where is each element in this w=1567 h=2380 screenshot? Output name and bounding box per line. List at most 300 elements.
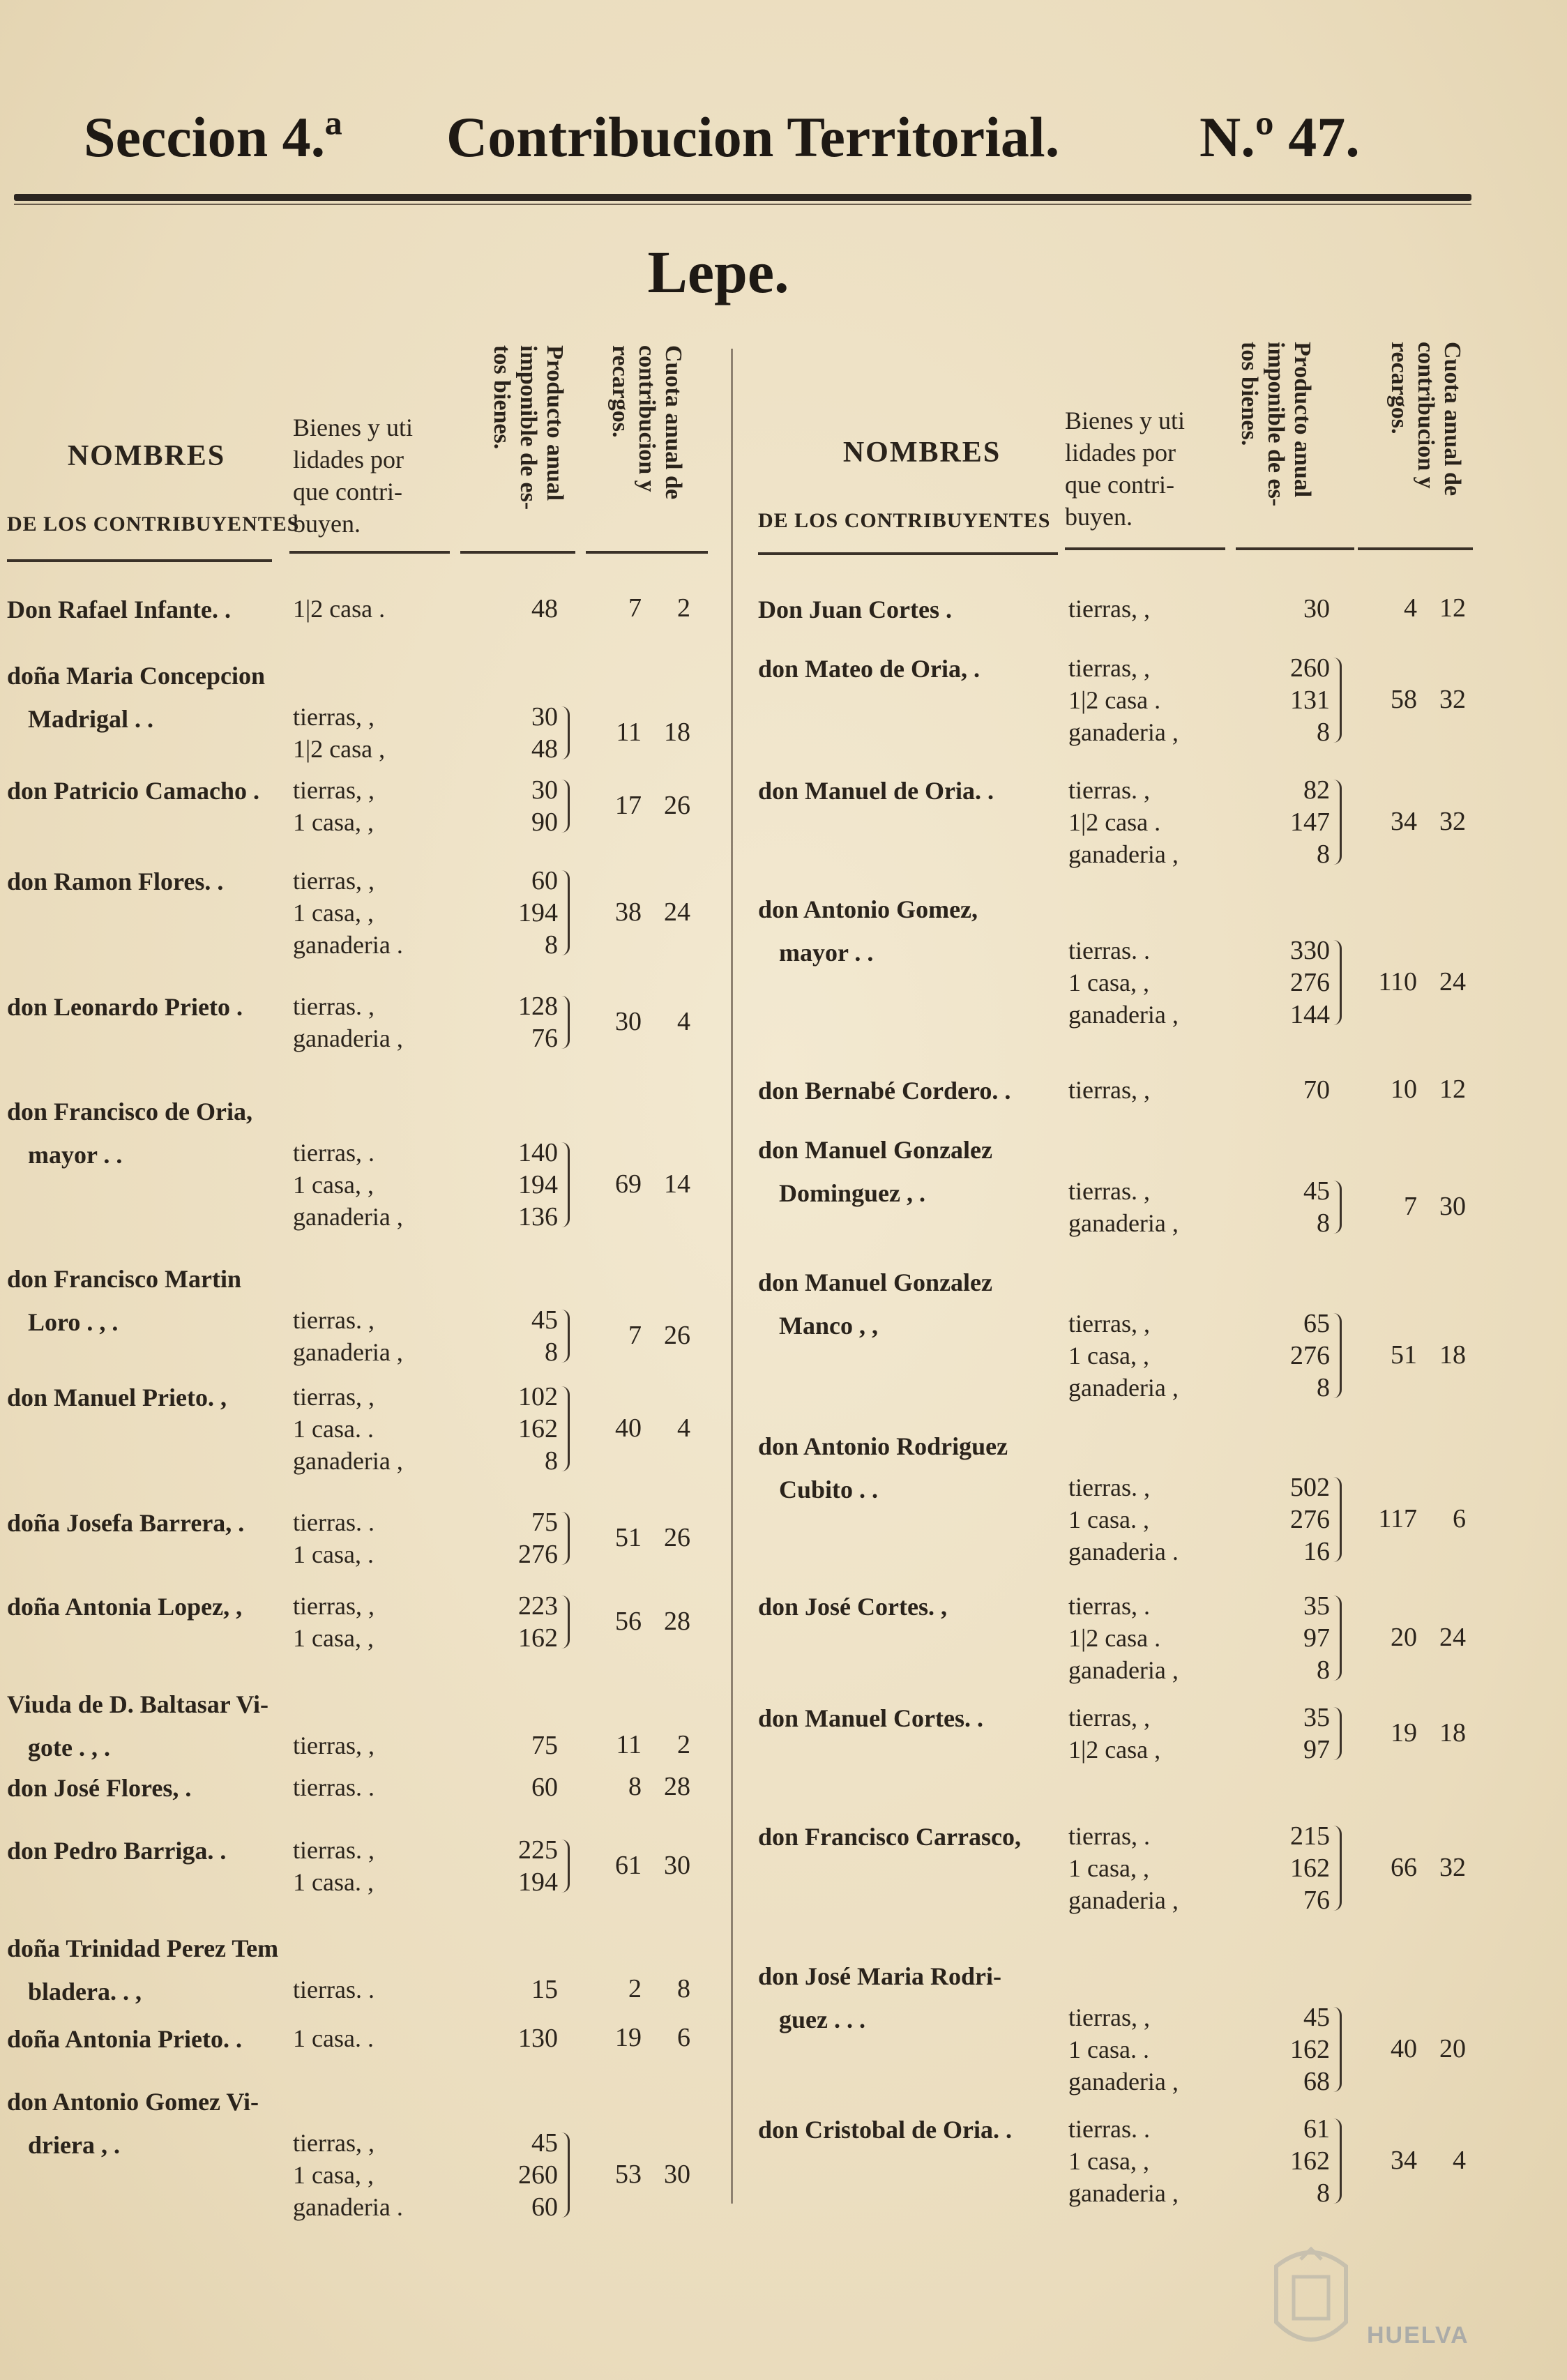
quota-units: 61: [615, 1851, 642, 1880]
quota-value: [593, 593, 690, 623]
goods-item: tierras. ,: [1068, 776, 1150, 804]
product-header: [488, 345, 568, 561]
product-value: 48: [531, 734, 558, 764]
goods-item: tierras. ,: [293, 1306, 374, 1334]
product-value: 136: [518, 1202, 558, 1231]
product-values: [474, 2022, 558, 2054]
quota-value: [593, 1973, 690, 2004]
product-value: 276: [518, 1540, 558, 1569]
quota-units: 34: [1391, 2146, 1417, 2175]
goods-list: [293, 1137, 403, 1233]
contributor-name-line: Madrigal . .: [28, 705, 153, 733]
product-header-line: tos bienes.: [489, 345, 515, 450]
contributor-name: [7, 1381, 227, 1414]
quota-units: 19: [1391, 1718, 1417, 1748]
quota-units: 10: [1391, 1075, 1417, 1104]
goods-list: [1068, 2001, 1179, 2098]
product-values: [474, 774, 558, 838]
goods-item: tierras. .: [1068, 2115, 1150, 2143]
goods-header-line: que contri-: [293, 478, 402, 506]
header-underline: [1236, 547, 1354, 550]
product-value: 15: [531, 1975, 558, 2004]
contributor-name-line: Loro . , .: [28, 1308, 119, 1336]
goods-item: tierras, ,: [293, 776, 374, 804]
grouping-brace: [561, 1840, 570, 1893]
product-value: 194: [518, 898, 558, 927]
product-value: 8: [545, 1446, 558, 1476]
product-values: [1246, 652, 1330, 748]
goods-item: tierras, .: [1068, 1592, 1150, 1620]
contributor-name: [758, 1133, 992, 1210]
product-value: 276: [1290, 968, 1330, 997]
grouping-brace: [1333, 940, 1342, 1025]
product-value: 162: [1290, 2146, 1330, 2176]
header-underline: [1358, 547, 1473, 550]
product-values: [474, 990, 558, 1054]
goods-list: [1068, 1471, 1179, 1568]
quota-cents: 30: [1439, 1192, 1466, 1221]
product-value: 30: [531, 775, 558, 805]
quota-header-line: recargos.: [607, 345, 633, 438]
product-values: [474, 1137, 558, 1233]
quota-value: [1368, 1622, 1466, 1653]
product-header-line: imponible de es-: [1263, 342, 1289, 507]
quota-value: [1368, 1503, 1466, 1534]
quota-cents: 6: [1453, 1504, 1466, 1533]
quota-value: [593, 2022, 690, 2053]
quota-value: [593, 1606, 690, 1637]
product-values: [1246, 1590, 1330, 1686]
quota-value: [1368, 967, 1466, 997]
quota-cents: 12: [1439, 593, 1466, 623]
contributor-name-line: doña Antonia Lopez, ,: [7, 1593, 243, 1621]
goods-item: 1|2 casa .: [1068, 1624, 1161, 1652]
goods-item: tierras. ,: [293, 1836, 374, 1864]
quota-units: 34: [1391, 807, 1417, 836]
product-value: 128: [518, 992, 558, 1021]
product-value: 162: [518, 1623, 558, 1653]
product-value: 260: [518, 2160, 558, 2190]
archive-watermark: HUELVA: [1367, 2322, 1469, 2349]
product-value: 225: [518, 1835, 558, 1865]
town-heading: Lepe.: [647, 238, 789, 305]
quota-value: [593, 717, 690, 748]
contributor-name-line: don Ramon Flores. .: [7, 867, 224, 895]
quota-cents: 30: [664, 2160, 690, 2189]
archive-seal-icon: [1269, 2238, 1353, 2357]
goods-item: 1 casa, ,: [1068, 2147, 1149, 2175]
goods-item: ganaderia ,: [1068, 2068, 1179, 2095]
product-value: 276: [1290, 1341, 1330, 1370]
product-value: 223: [518, 1591, 558, 1621]
product-value: 147: [1290, 808, 1330, 837]
goods-item: 1 casa, ,: [293, 808, 374, 836]
page-number: N.º 47.: [1199, 105, 1360, 169]
grouping-brace: [1333, 1595, 1342, 1681]
goods-item: tierras, ,: [293, 2129, 374, 2157]
quota-value: [593, 1169, 690, 1199]
product-value: 8: [545, 1337, 558, 1367]
goods-header-line: Bienes y uti: [293, 414, 413, 441]
contributor-name: [7, 1771, 191, 1805]
product-value: 60: [531, 2192, 558, 2222]
product-value: 35: [1303, 1703, 1330, 1732]
contributor-name: [758, 1701, 983, 1735]
goods-item: 1 casa. .: [1068, 2036, 1149, 2063]
product-values: [474, 1834, 558, 1898]
quota-cents: 28: [664, 1607, 690, 1636]
goods-item: 1 casa. ,: [1068, 1506, 1149, 1533]
product-header: [1236, 342, 1315, 558]
contributor-name-line: don José Maria Rodri-: [758, 1962, 1001, 1990]
grouping-brace: [1333, 2118, 1342, 2204]
quota-units: 2: [628, 1974, 642, 2003]
goods-item: ganaderia .: [1068, 1538, 1179, 1566]
quota-units: 56: [615, 1607, 642, 1636]
goods-list: [293, 593, 385, 625]
goods-item: ganaderia ,: [1068, 2179, 1179, 2207]
contributor-name: [758, 1820, 1021, 1854]
grouping-brace: [561, 706, 570, 759]
goods-item: tierras. .: [293, 1508, 374, 1536]
product-values: [474, 1590, 558, 1654]
product-values: [1246, 774, 1330, 870]
goods-list: [293, 1590, 374, 1654]
contributor-name-line: mayor . .: [779, 939, 874, 967]
page-header: [84, 105, 1423, 188]
contributor-name-line: don Patricio Camacho .: [7, 777, 259, 805]
goods-item: ganaderia ,: [1068, 1209, 1179, 1237]
quota-cents: 12: [1439, 1075, 1466, 1104]
contributor-name-line: don Manuel Gonzalez: [758, 1136, 993, 1164]
product-value: 194: [518, 1867, 558, 1897]
quota-units: 8: [628, 1772, 642, 1801]
goods-list: [293, 1834, 374, 1898]
product-value: 82: [1303, 775, 1330, 805]
contributor-name: [7, 659, 265, 736]
quota-value: [593, 897, 690, 927]
goods-item: 1 casa, ,: [1068, 1342, 1149, 1370]
goods-item: 1 casa. .: [293, 1415, 374, 1443]
contributor-name: [758, 893, 978, 969]
quota-cents: 8: [677, 1974, 690, 2003]
goods-item: ganaderia ,: [293, 1338, 403, 1366]
goods-item: ganaderia ,: [1068, 1374, 1179, 1402]
product-values: [1246, 1308, 1330, 1404]
product-value: 8: [1317, 840, 1330, 869]
product-value: 76: [1303, 1886, 1330, 1915]
header-underline: [586, 551, 708, 554]
names-subheader: DE LOS CONTRIBUYENTES: [7, 513, 300, 536]
contributor-name-line: don Francisco Martin: [7, 1265, 241, 1293]
goods-item: tierras, ,: [1068, 654, 1150, 682]
contributor-name: [7, 593, 231, 626]
product-value: 35: [1303, 1591, 1330, 1621]
product-value: 140: [518, 1138, 558, 1167]
product-value: 70: [1303, 1075, 1330, 1105]
quota-cents: 6: [677, 2023, 690, 2052]
quota-value: [1368, 2145, 1466, 2176]
goods-header: [293, 411, 453, 540]
quota-cents: 28: [664, 1772, 690, 1801]
quota-value: [593, 1771, 690, 1802]
goods-list: [1068, 1074, 1150, 1106]
quota-units: 66: [1391, 1853, 1417, 1882]
grouping-brace: [1333, 1477, 1342, 1562]
product-values: [474, 701, 558, 765]
product-values: [474, 1304, 558, 1368]
product-values: [1246, 1471, 1330, 1568]
goods-header-line: que contri-: [1065, 471, 1174, 499]
quota-header-line: Cuota anual de: [1439, 342, 1465, 497]
product-value: 45: [1303, 1176, 1330, 1206]
quota-header-line: contribucion y: [634, 345, 660, 492]
contributor-name-line: don Antonio Gomez,: [758, 895, 978, 923]
goods-header-line: lidades por: [1065, 439, 1176, 467]
contributor-name-line: doña Trinidad Perez Tem: [7, 1934, 279, 1962]
quota-value: [593, 790, 690, 821]
goods-item: ganaderia ,: [1068, 1886, 1179, 1914]
goods-item: tierras, ,: [293, 1731, 374, 1759]
product-value: 144: [1290, 1000, 1330, 1029]
quota-cents: 26: [664, 1321, 690, 1350]
goods-item: 1 casa, ,: [1068, 1854, 1149, 1882]
product-values: [1246, 1074, 1330, 1106]
quota-cents: 30: [664, 1851, 690, 1880]
goods-list: [1068, 1590, 1179, 1686]
product-header-line: tos bienes.: [1236, 342, 1262, 446]
product-value: 162: [1290, 2035, 1330, 2064]
quota-cents: 24: [1439, 1623, 1466, 1652]
contributor-name: [758, 1074, 1010, 1107]
grouping-brace: [1333, 658, 1342, 743]
product-value: 8: [1317, 1208, 1330, 1238]
contributor-name: [7, 1506, 244, 1540]
goods-list: [1068, 652, 1179, 748]
column-divider: [731, 349, 733, 2204]
goods-list: [293, 1973, 374, 2006]
quota-value: [1368, 1340, 1466, 1370]
contributor-name-line: mayor . .: [28, 1141, 123, 1169]
contributor-name: [7, 1262, 241, 1339]
goods-item: 1 casa, .: [293, 1540, 374, 1568]
grouping-brace: [1333, 2007, 1342, 2092]
product-values: [474, 1729, 558, 1761]
product-value: 45: [1303, 2003, 1330, 2032]
contributor-name-line: doña Josefa Barrera, .: [7, 1509, 245, 1537]
product-value: 90: [531, 808, 558, 837]
product-value: 45: [531, 1305, 558, 1335]
product-value: 102: [518, 1382, 558, 1411]
contributor-name-line: doña Antonia Prieto. .: [7, 2025, 243, 2053]
goods-item: tierras, ,: [1068, 2003, 1150, 2031]
goods-list: [1068, 774, 1179, 870]
contributor-name: [758, 1960, 1001, 2036]
goods-item: ganaderia ,: [293, 1447, 403, 1475]
quota-cents: 4: [677, 1007, 690, 1036]
quota-units: 17: [615, 791, 642, 820]
goods-item: tierras, .: [293, 1139, 374, 1167]
product-values: [1246, 2001, 1330, 2098]
quota-cents: 20: [1439, 2034, 1466, 2063]
quota-value: [1368, 684, 1466, 715]
goods-list: [1068, 1701, 1160, 1766]
quota-units: 20: [1391, 1623, 1417, 1652]
contributor-name-line: don Pedro Barriga. .: [7, 1837, 227, 1865]
names-subheader: DE LOS CONTRIBUYENTES: [758, 509, 1051, 532]
contributor-name-line: don Manuel Prieto. ,: [7, 1384, 227, 1411]
product-value: 215: [1290, 1821, 1330, 1851]
goods-item: ganaderia ,: [1068, 1656, 1179, 1684]
product-value: 260: [1290, 653, 1330, 683]
contributor-name-line: Manco , ,: [779, 1312, 878, 1340]
quota-cents: 18: [664, 718, 690, 747]
quota-header: [607, 345, 686, 561]
product-value: 8: [1317, 718, 1330, 747]
grouping-brace: [561, 1386, 570, 1471]
goods-item: tierras, ,: [293, 1383, 374, 1411]
contributor-name: [758, 593, 952, 626]
contributor-name-line: don Manuel Gonzalez: [758, 1268, 993, 1296]
contributor-name: [758, 774, 994, 808]
product-value: 68: [1303, 2067, 1330, 2096]
product-values: [1246, 1701, 1330, 1766]
grouping-brace: [561, 870, 570, 955]
header-underline: [460, 551, 575, 554]
goods-list: [293, 774, 374, 838]
quota-cents: 2: [677, 593, 690, 623]
header-underline: [1065, 547, 1225, 550]
quota-units: 7: [628, 593, 642, 623]
product-value: 330: [1290, 936, 1330, 965]
goods-list: [293, 1729, 374, 1761]
grouping-brace: [561, 1595, 570, 1648]
product-value: 48: [531, 594, 558, 623]
product-values: [474, 2127, 558, 2223]
goods-item: tierras. .: [293, 1773, 374, 1801]
quota-value: [593, 1522, 690, 1553]
contributor-name-line: don Leonardo Prieto .: [7, 993, 243, 1021]
quota-header-line: contribucion y: [1413, 342, 1439, 489]
quota-header: [1386, 342, 1465, 558]
goods-list: [293, 701, 385, 765]
goods-list: [1068, 593, 1150, 625]
names-header: NOMBRES: [842, 437, 1001, 469]
contributor-name-line: don Francisco Carrasco,: [758, 1823, 1021, 1851]
product-value: 60: [531, 1773, 558, 1802]
goods-list: [293, 865, 403, 961]
product-header-line: Producto anual: [1289, 342, 1315, 498]
contributor-name: [7, 1590, 242, 1623]
contributor-name: [7, 1834, 226, 1867]
product-value: 61: [1303, 2114, 1330, 2144]
contributor-name: [7, 2085, 259, 2162]
quota-cents: 32: [1439, 685, 1466, 714]
contributor-name-line: Dominguez , .: [779, 1179, 925, 1207]
goods-item: tierras, ,: [1068, 1310, 1150, 1337]
product-value: 162: [1290, 1854, 1330, 1883]
goods-list: [293, 1381, 403, 1477]
quota-cents: 2: [677, 1730, 690, 1759]
goods-item: 1 casa, ,: [293, 899, 374, 927]
goods-item: ganaderia ,: [293, 1203, 403, 1231]
contributor-name-line: driera , .: [28, 2131, 120, 2159]
goods-item: ganaderia ,: [1068, 1001, 1179, 1029]
quota-value: [593, 1850, 690, 1881]
goods-item: ganaderia ,: [293, 1024, 403, 1052]
product-value: 97: [1303, 1623, 1330, 1653]
quota-units: 40: [1391, 2034, 1417, 2063]
goods-item: 1|2 casa ,: [293, 735, 386, 763]
product-values: [474, 593, 558, 625]
contributor-name-line: don Bernabé Cordero. .: [758, 1077, 1011, 1105]
contributor-name-line: bladera. . ,: [28, 1978, 142, 2006]
goods-item: ganaderia .: [293, 931, 403, 959]
goods-item: tierras. .: [1068, 937, 1150, 964]
product-value: 130: [518, 2024, 558, 2053]
header-rule: [14, 194, 1471, 201]
contributor-name: [758, 1590, 947, 1623]
names-header: NOMBRES: [67, 440, 226, 472]
goods-item: ganaderia .: [293, 2193, 403, 2221]
goods-item: tierras, ,: [1068, 595, 1150, 623]
contributor-name: [7, 774, 259, 808]
header-underline: [7, 559, 272, 562]
quota-units: 19: [615, 2023, 642, 2052]
product-value: 162: [518, 1414, 558, 1443]
grouping-brace: [1333, 1707, 1342, 1760]
quota-units: 38: [615, 897, 642, 927]
goods-item: 1 casa, ,: [293, 1624, 374, 1652]
contributor-name-line: gote . , .: [28, 1734, 110, 1761]
product-value: 75: [531, 1508, 558, 1537]
grouping-brace: [1333, 1313, 1342, 1398]
goods-item: tierras, ,: [293, 703, 374, 731]
contributor-name: [7, 990, 243, 1024]
goods-list: [1068, 1820, 1179, 1916]
quota-units: 53: [615, 2160, 642, 2189]
quota-cents: 4: [1453, 2146, 1466, 2175]
quota-value: [593, 1006, 690, 1037]
product-value: 45: [531, 2128, 558, 2158]
contributor-name: [7, 1095, 252, 1172]
product-value: 65: [1303, 1309, 1330, 1338]
quota-value: [593, 1320, 690, 1351]
quota-units: 40: [615, 1413, 642, 1443]
product-value: 131: [1290, 685, 1330, 715]
quota-value: [1368, 1718, 1466, 1748]
goods-list: [293, 2022, 374, 2054]
grouping-brace: [1333, 1181, 1342, 1234]
goods-list: [293, 1771, 374, 1803]
contributor-name: [7, 865, 223, 898]
product-value: 60: [531, 866, 558, 895]
quota-units: 11: [616, 1730, 642, 1759]
product-value: 97: [1303, 1735, 1330, 1764]
quota-cents: 32: [1439, 1853, 1466, 1882]
product-value: 276: [1290, 1505, 1330, 1534]
goods-header-line: Bienes y uti: [1065, 407, 1185, 434]
product-values: [474, 1506, 558, 1570]
contributor-name-line: don Francisco de Oria,: [7, 1098, 252, 1125]
contributor-name-line: don Antonio Rodriguez: [758, 1432, 1008, 1460]
quota-units: 117: [1378, 1504, 1417, 1533]
quota-value: [593, 2159, 690, 2190]
goods-list: [1068, 934, 1179, 1031]
quota-units: 69: [615, 1169, 642, 1199]
product-values: [1246, 1175, 1330, 1239]
header-underline: [758, 552, 1058, 555]
